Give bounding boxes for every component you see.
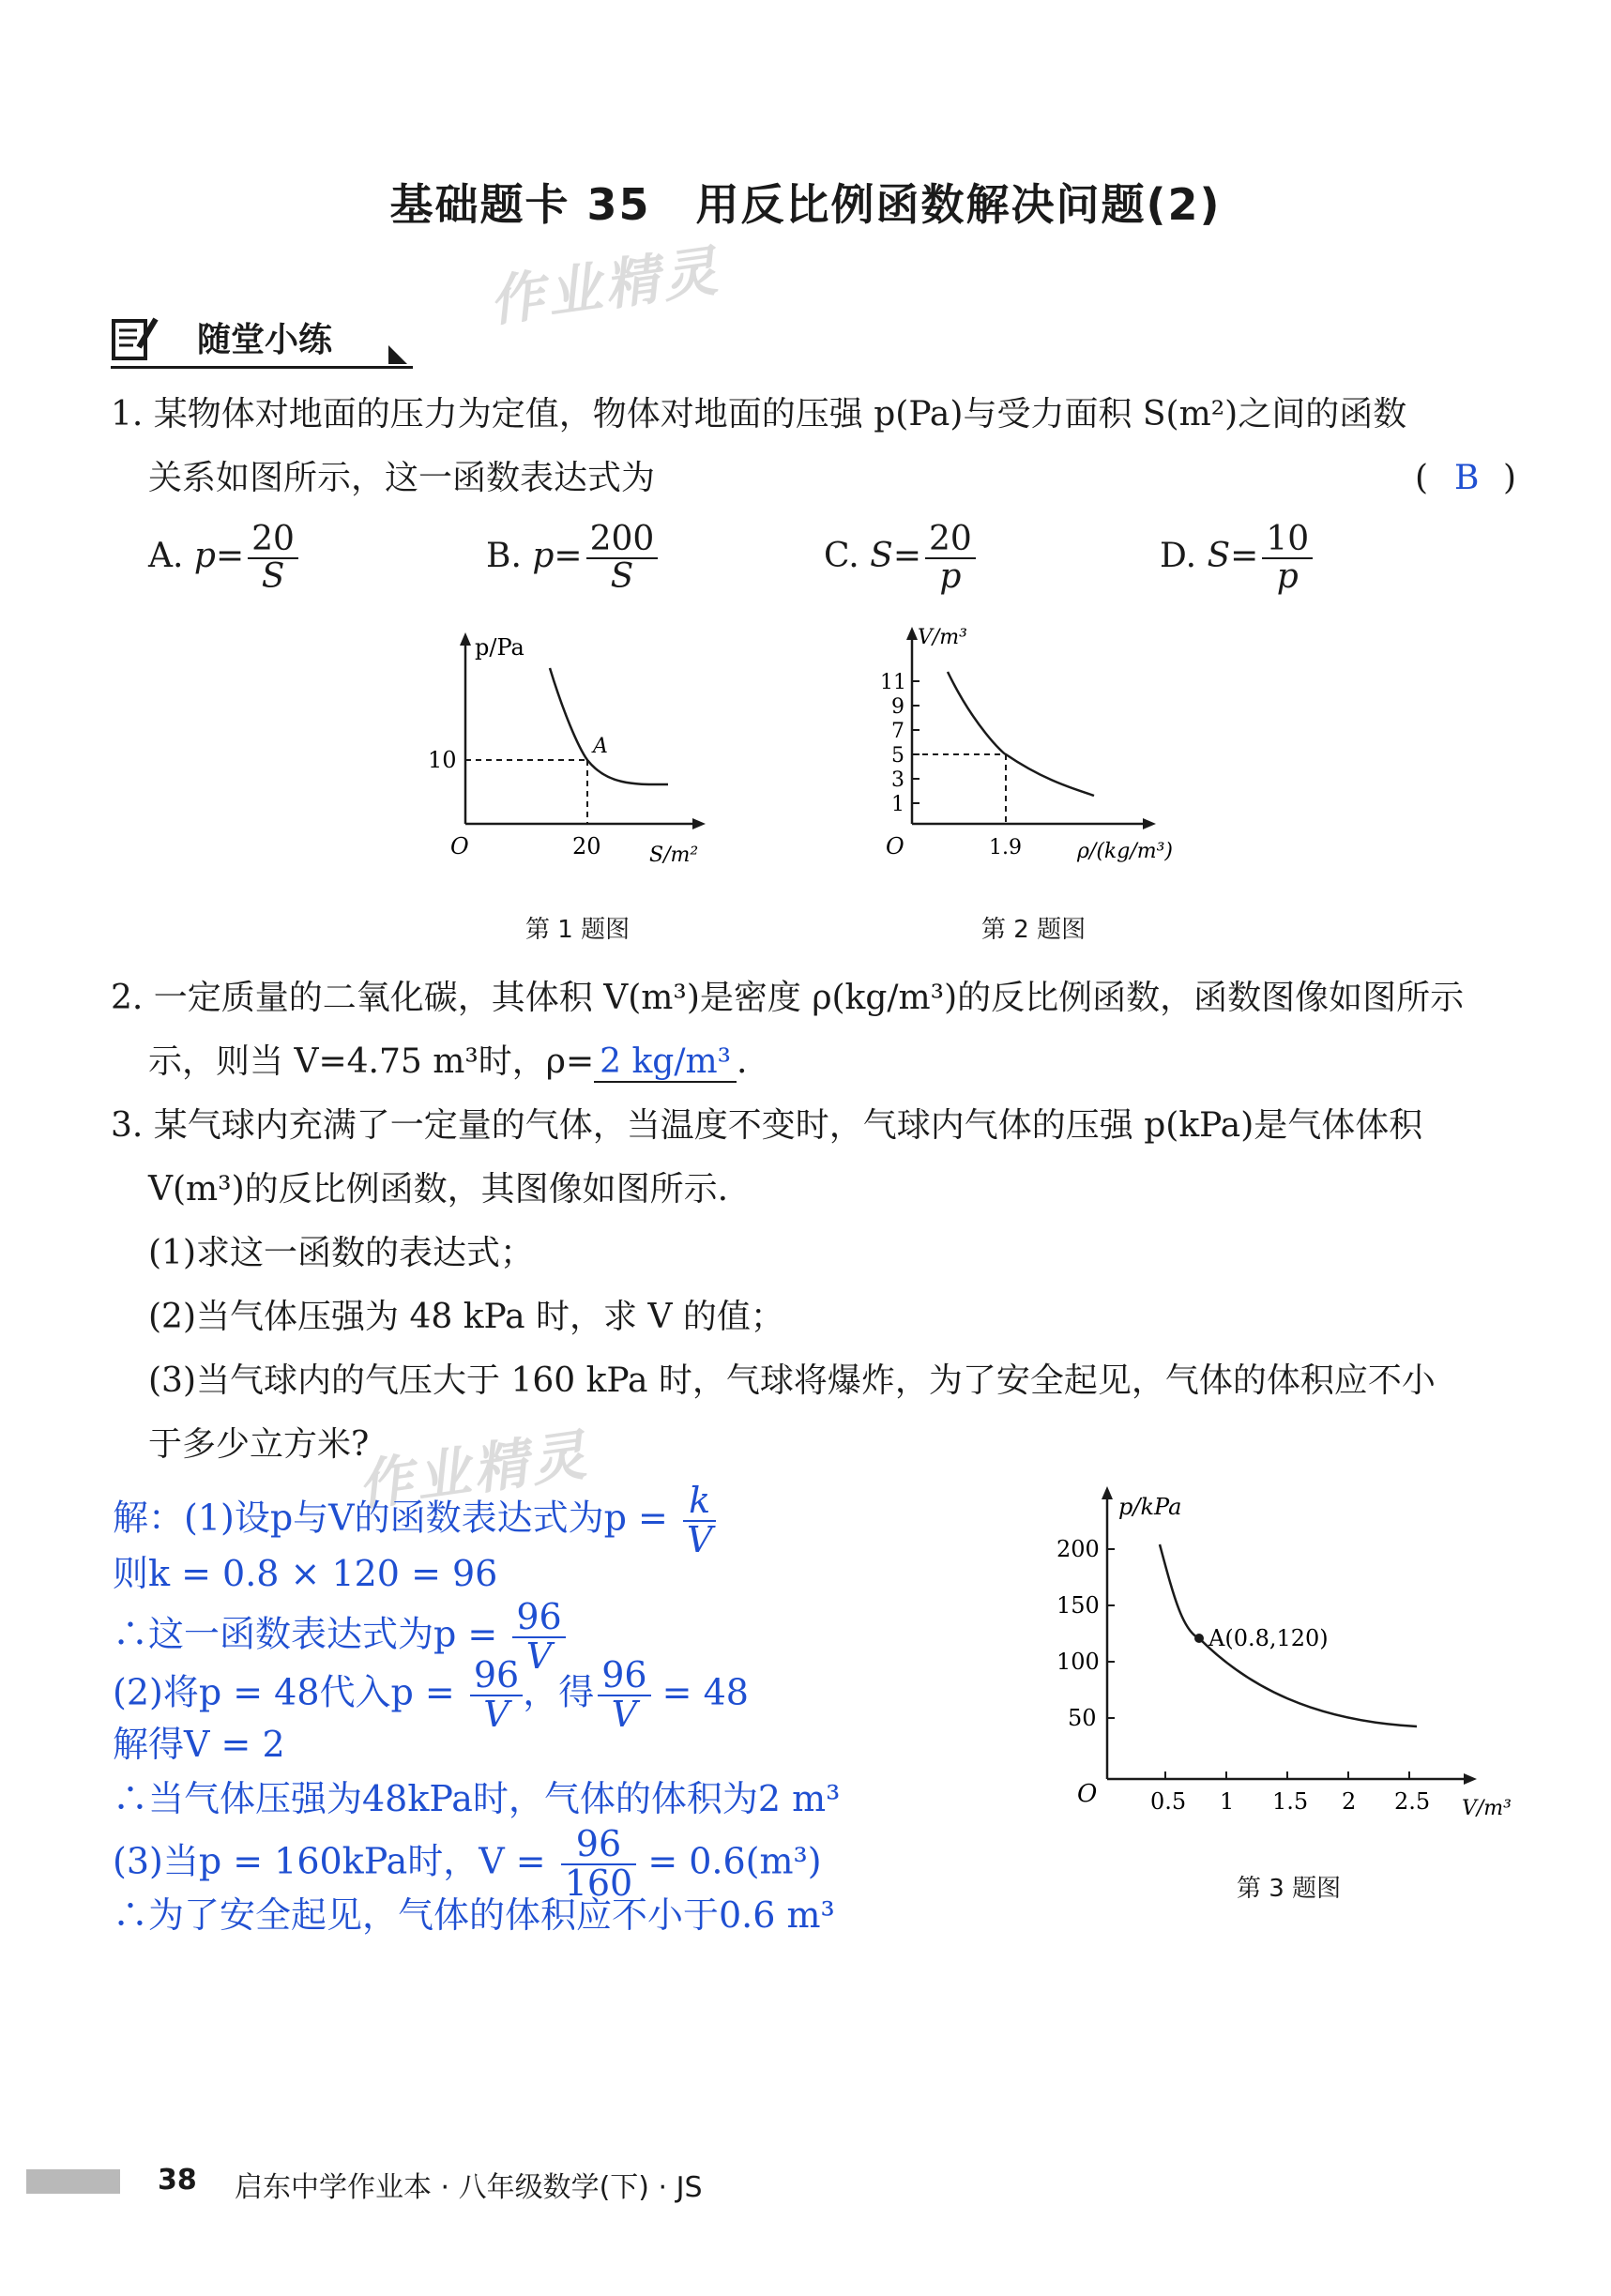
fig2-y-arrow [906, 627, 918, 640]
fig3-x-tick-2: 2 [1342, 1788, 1357, 1815]
fig3-y-tick-100: 100 [1056, 1649, 1100, 1675]
solution-line2: 则k = 0.8 × 120 = 96 [113, 1553, 498, 1594]
fig2-y-tick-3: 3 [891, 768, 904, 792]
q1-option-b: B. p= $\frac{200}{S}$ [486, 522, 658, 595]
fig3-x-tick-1: 1 [1220, 1788, 1235, 1815]
fig3-caption: 第 3 题图 [1237, 1875, 1342, 1903]
q3-sub1: (1)求这一函数的表达式； [148, 1234, 534, 1272]
solution-line1: 解：(1)设p与V的函数表达式为p = $\frac{k}{V}$ [113, 1483, 716, 1559]
watermark: 作业精灵 [485, 238, 725, 334]
fig2-y-tick-7: 7 [891, 720, 904, 743]
fig2-y-tick-5: 5 [891, 744, 904, 768]
fig1-point-label: A [593, 735, 608, 758]
solution-line7: (3)当p = 160kPa时，V = $\frac{96}{160}$ = 0.6(m³) [113, 1823, 822, 1904]
fig2-x-tick: 1.9 [989, 836, 1022, 859]
q3-line1: 3. 某气球内充满了一定量的气体，当温度不变时，气球内气体的压强 p(kPa)是气体体积 [111, 1106, 1423, 1145]
footer-bar [26, 2169, 120, 2194]
q1-stem-line1: 1. 某物体对地面的压力为定值，物体对地面的压强 p(Pa)与受力面积 S(m²)之间的函数 [111, 395, 1407, 433]
solution-line6: ∴当气体压强为48kPa时，气体的体积为2 m³ [113, 1778, 841, 1819]
fig2-curve [948, 672, 1094, 796]
fig3-ylabel: p/kPa [1118, 1494, 1182, 1520]
fig3-point-label: A(0.8,120) [1208, 1625, 1329, 1651]
q3-sub3a: (3)当气球内的气压大于 160 kPa 时，气球将爆炸，为了安全起见，气体的体积应不小 [148, 1361, 1436, 1400]
solution-line4: (2)将p = 48代入p = $\frac{96}{V}$ ，得 $\frac{96}{V}$ = 48 [113, 1654, 749, 1735]
book-title: 启东中学作业本 · 八年级数学(下) · JS [235, 2171, 703, 2204]
fig3-x-tick-0-5: 0.5 [1150, 1788, 1187, 1815]
fig3-y-tick-200: 200 [1056, 1536, 1100, 1562]
q1-option-c: C. S= $\frac{20}{p}$ [824, 522, 976, 595]
fig2-y-tick-9: 9 [891, 695, 904, 719]
fig1-y-arrow [460, 632, 471, 646]
fig3-origin: O [1077, 1780, 1098, 1808]
fig1-ylabel: p/Pa [475, 634, 524, 661]
watermark-2: 作业精灵 [354, 1422, 594, 1518]
q3-sub2: (2)当气体压强为 48 kPa 时，求 V 的值； [148, 1298, 784, 1336]
fig1-xlabel: S/m² [649, 844, 699, 867]
section-label: 随堂小练 [197, 321, 333, 359]
page-number: 38 [158, 2164, 197, 2197]
fig3-x-arrow [1464, 1773, 1477, 1785]
solution-line5: 解得V = 2 [113, 1724, 285, 1765]
q2-line1: 2. 一定质量的二氧化碳，其体积 V(m³)是密度 ρ(kg/m³)的反比例函数，函数图像如图所示 [111, 979, 1465, 1017]
fig2-y-tick-1: 1 [891, 793, 904, 816]
q2-line2: 示，则当 V=4.75 m³时，ρ= 2 kg/m³ . [148, 1042, 748, 1081]
q1-paren-open: ( [1415, 459, 1429, 497]
page-footer [0, 2162, 1611, 2203]
fig3-tick-marks [1107, 1549, 1409, 1779]
q1-stem-line2: 关系如图所示，这一函数表达式为 [148, 459, 656, 497]
fig3-y-tick-50: 50 [1068, 1705, 1097, 1731]
q3-sub3b: 于多少立方米? [148, 1425, 370, 1464]
fig2-caption: 第 2 题图 [981, 916, 1087, 944]
solution-line8: ∴为了安全起见，气体的体积应不小于0.6 m³ [113, 1894, 835, 1936]
fig2-ylabel: V/m³ [918, 626, 967, 649]
q1-option-a: A. p= $\frac{20}{S}$ [148, 522, 298, 595]
fig2-origin: O [886, 833, 904, 859]
fig2-xlabel: ρ/(kg/m³) [1077, 840, 1174, 863]
fig1-caption: 第 1 题图 [525, 916, 631, 944]
fig1-origin: O [450, 833, 469, 859]
fig3-y-arrow [1102, 1486, 1113, 1499]
fig3-y-tick-150: 150 [1056, 1592, 1100, 1619]
q1-answer: B [1454, 459, 1480, 497]
figure-1-graph [413, 627, 751, 880]
fig3-point-a [1194, 1634, 1204, 1643]
fig2-x-arrow [1143, 818, 1156, 829]
fig3-xlabel: V/m³ [1462, 1797, 1512, 1820]
fig1-y-tick: 10 [428, 747, 457, 773]
q1-option-d: D. S= $\frac{10}{p}$ [1160, 522, 1313, 595]
fig1-x-tick: 20 [572, 833, 601, 859]
notebook-pencil-icon [111, 313, 160, 362]
solution-line3: ∴这一函数表达式为p = $\frac{96}{V}$ [113, 1599, 566, 1676]
section-header [111, 310, 413, 369]
fig2-y-tick-11: 11 [880, 671, 906, 694]
triangle-marker-icon [388, 345, 407, 364]
q3-line2: V(m³)的反比例函数，其图像如图所示. [148, 1170, 729, 1209]
fig1-x-arrow [692, 818, 706, 829]
page-title: 基础题卡 35 用反比例函数解决问题(2) [389, 179, 1222, 230]
fig1-curve [550, 668, 668, 784]
figure-3-graph [1041, 1481, 1548, 1828]
fig3-x-tick-1-5: 1.5 [1272, 1788, 1309, 1815]
q2-answer: 2 kg/m³ [594, 1042, 737, 1083]
fig3-x-tick-2-5: 2.5 [1394, 1788, 1431, 1815]
q1-paren-close: ) [1503, 459, 1517, 497]
figure-2-graph [863, 623, 1220, 886]
